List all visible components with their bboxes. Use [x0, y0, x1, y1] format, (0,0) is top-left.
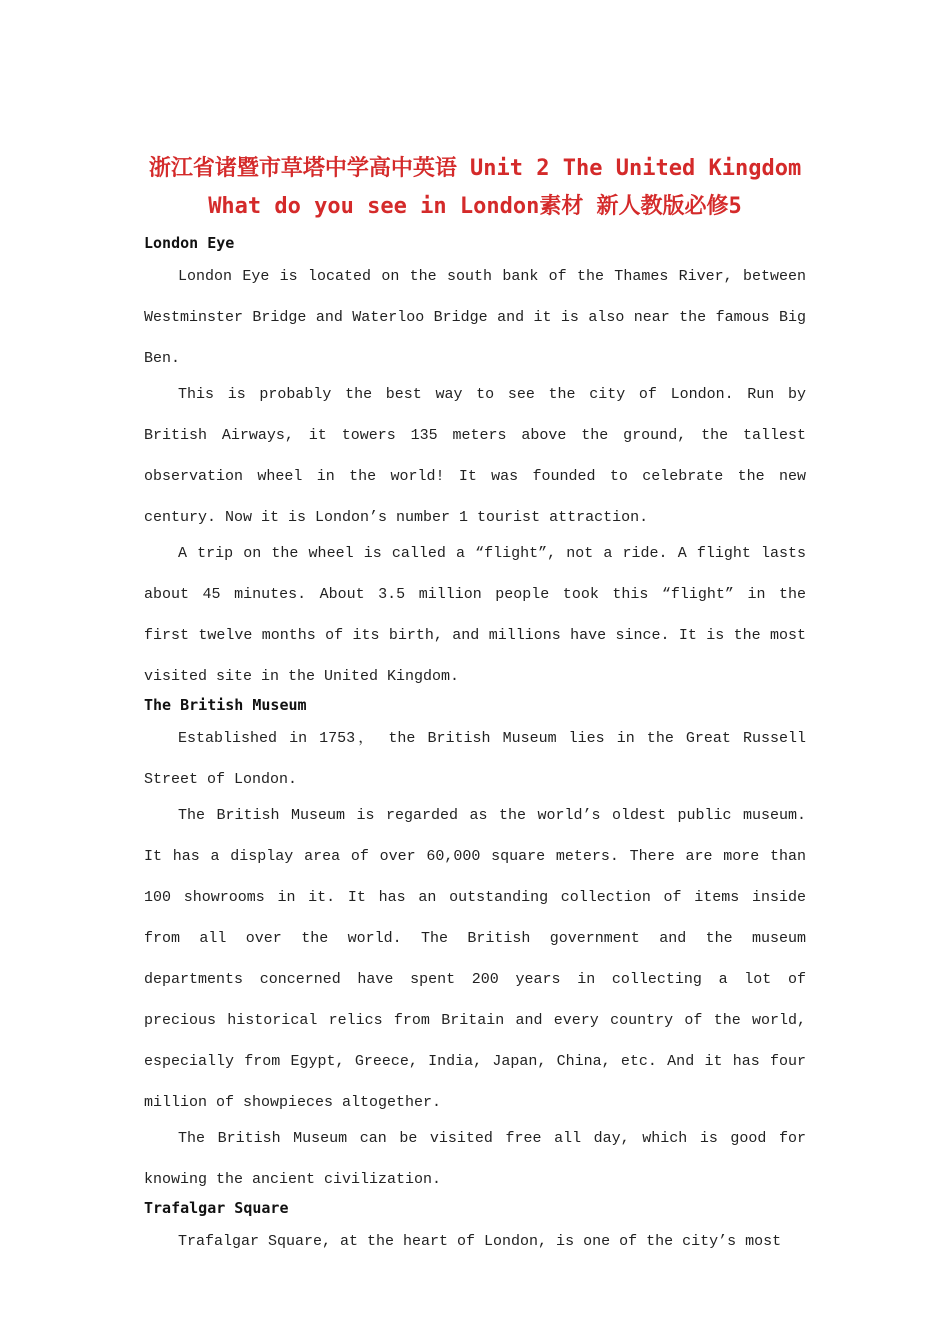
document-title: 浙江省诸暨市草塔中学高中英语 Unit 2 The United Kingdom What do you see in London素材 新人教版必修5	[148, 156, 802, 219]
section-heading: The British Museum	[144, 696, 307, 714]
section-heading: Trafalgar Square	[144, 1199, 289, 1217]
section-trafalgar-square	[144, 1195, 806, 1262]
paragraph: The British Museum can be visited free all day, which is good for knowing the ancient civilization.	[144, 1130, 806, 1188]
document-body	[144, 230, 806, 1257]
section-british-museum	[144, 692, 806, 1200]
paragraph: This is probably the best way to see the city of London. Run by British Airways, it towers 135 meters above the ground, the tallest observation wheel in the world! It was founded to celebrate the new century. Now it is London’s number 1 tourist attraction.	[144, 386, 806, 526]
paragraph: Established in 1753， the British Museum lies in the Great Russell Street of London.	[144, 730, 806, 788]
paragraph: The British Museum is regarded as the world’s oldest public museum. It has a display area of over 60,000 square meters. There are more than 100 showrooms in it. It has an outstanding collection of items inside from all over the world. The British government and the museum departments concerned have spent 200 years in collecting a lot of precious historical relics from Britain and every country of the world, especially from Egypt, Greece, India, Japan, China, etc. And it has four million of showpieces altogether.	[144, 807, 806, 1111]
paragraph: Trafalgar Square, at the heart of London, is one of the city’s most	[178, 1233, 782, 1250]
paragraph: A trip on the wheel is called a “flight”, not a ride. A flight lasts about 45 minutes. About 3.5 million people took this “flight” in the first twelve months of its birth, and millions have since. It is the most visited site in the United Kingdom.	[144, 545, 806, 685]
section-heading: London Eye	[144, 234, 235, 252]
section-london-eye	[144, 230, 806, 697]
paragraph: London Eye is located on the south bank of the Thames River, between Westminster Bridge and Waterloo Bridge and it is also near the famous Big Ben.	[144, 268, 806, 367]
